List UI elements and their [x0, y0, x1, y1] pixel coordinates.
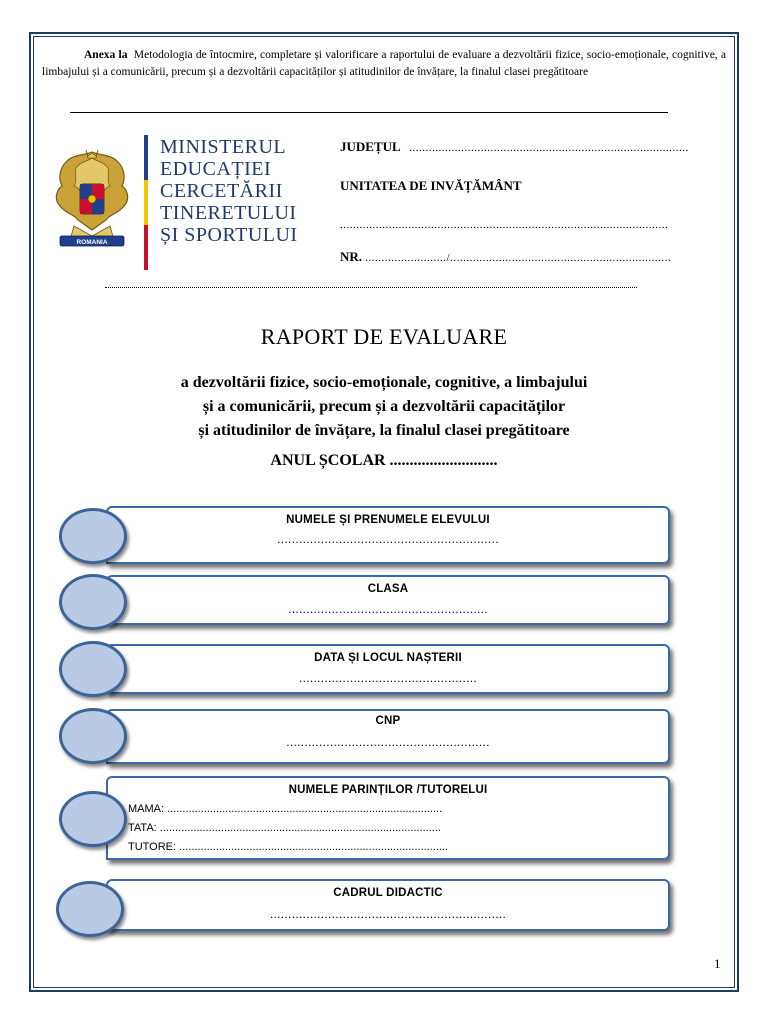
card-title: DATA ȘI LOCUL NAȘTERII	[314, 652, 462, 664]
header-divider	[70, 112, 668, 113]
card-title: NUMELE PARINȚILOR /TUTORELUI	[288, 784, 488, 796]
bullet-circle-icon	[59, 791, 127, 847]
subtitle-line: și a comunicării, precum și a dezvoltării capacităților	[202, 398, 566, 415]
unitate-label: UNITATEA DE INVĂȚĂMÂNT	[340, 178, 522, 193]
ministry-line: CERCETĂRII	[160, 180, 283, 202]
annex-note	[42, 47, 726, 81]
page-title: RAPORT DE EVALUARE	[260, 324, 508, 349]
student-name-field[interactable]: .............................................................	[277, 532, 499, 546]
ministry-line: MINISTERUL	[160, 136, 287, 158]
page-number: 1	[714, 956, 721, 971]
cnp-card	[106, 709, 670, 764]
crest-banner-text: ROMANIA	[76, 239, 108, 246]
bullet-circle-icon	[59, 708, 127, 764]
subtitle-line: și atitudinilor de învățare, la finalul clasei pregătitoare	[198, 422, 570, 439]
student-name-card	[106, 506, 670, 564]
nr-label: NR.	[340, 249, 363, 264]
judet-dots: ......................................................................................	[409, 142, 689, 154]
bullet-circle-icon	[56, 881, 124, 937]
page-subtitle	[0, 371, 768, 443]
bullet-circle-icon	[59, 574, 127, 630]
school-year: ANUL ȘCOLAR ...........................	[270, 452, 498, 469]
nr-dots-1: .........................	[365, 252, 447, 264]
cnp-field[interactable]: ........................................................	[286, 735, 490, 749]
card-title: CNP	[375, 715, 401, 727]
unitate-dots: .....................................................................................................	[340, 219, 669, 231]
nr-dots-2: ....................................................................	[450, 252, 672, 264]
class-card	[106, 575, 670, 625]
ministry-line: EDUCAȚIEI	[160, 158, 272, 180]
nr-separator: /	[446, 252, 451, 264]
birth-field[interactable]: .................................................	[298, 671, 478, 685]
bullet-circle-icon	[59, 641, 127, 697]
unitate-field	[340, 216, 668, 232]
father-field[interactable]: TATA: ............................................................................................	[128, 822, 441, 834]
coat-of-arms-icon	[52, 148, 132, 252]
judet-field	[340, 139, 689, 155]
flag-stripe-blue	[144, 135, 148, 180]
subtitle-line: a dezvoltării fizice, socio-emoționale, cognitive, a limbajului	[180, 374, 588, 391]
dotted-divider	[105, 287, 637, 288]
card-title: NUMELE ȘI PRENUMELE ELEVULUI	[286, 514, 490, 526]
card-title: CADRUL DIDACTIC	[333, 887, 443, 899]
flag-bar	[144, 135, 148, 270]
annex-label: Anexa la	[84, 49, 128, 61]
judet-label: JUDEȚUL	[340, 139, 400, 154]
flag-stripe-red	[144, 225, 148, 270]
ministry-line: ȘI SPORTULUI	[160, 224, 298, 246]
mother-field[interactable]: MAMA: ..........................................................................................	[128, 803, 443, 815]
birth-card	[106, 644, 670, 694]
annex-text: Metodologia de întocmire, completare și valorificare a raportului de evaluare a dezvoltării fizice, socio-emoționale, cognitive, a limbajului și a comunicării, precum și a dezvoltării capacităților și atitudinilor de învățare, la finalul clasei pregătitoare	[42, 49, 726, 78]
guardian-field[interactable]: TUTORE: ........................................................................................	[128, 841, 449, 853]
nr-field	[340, 249, 671, 265]
teacher-field[interactable]: .................................................................	[269, 907, 507, 921]
ministry-name	[160, 136, 298, 246]
card-title: CLASA	[367, 583, 409, 595]
class-field[interactable]: .......................................................	[288, 602, 488, 616]
flag-stripe-yellow	[144, 180, 148, 225]
teacher-card	[106, 879, 670, 931]
ministry-line: TINERETULUI	[160, 202, 297, 224]
bullet-circle-icon	[59, 508, 127, 564]
parents-card	[106, 776, 670, 860]
